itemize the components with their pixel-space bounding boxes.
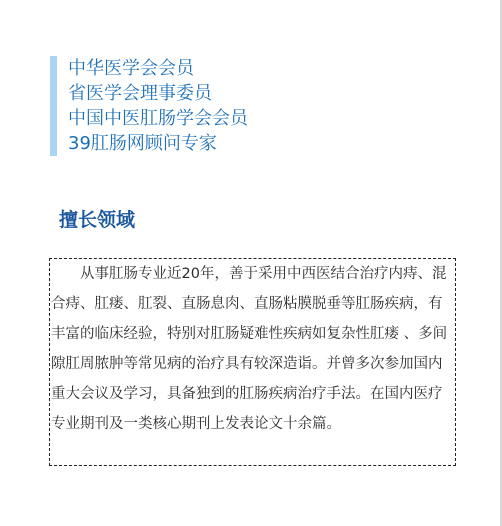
credentials-list — [50, 56, 450, 156]
specialty-description: 从事肛肠专业近20年，善于采用中西医结合治疗内痔、混合痔、肛瘘、肛裂、直肠息肉、直肠粘膜脱垂等肛肠疾病，有丰富的临床经验，特别对肛肠疑难性疾病如复杂性肛瘘 、多间隙肛周脓肿等常见病的治疗具有较深造诣。并曾多次参加国内重大会议及学习，具备独到的肛肠疾病治疗手法。在国内医疗专业期刊及一类核心期刊上发表论文十余篇。 — [51, 266, 448, 432]
credential-item: 中国中医肛肠学会会员 — [68, 108, 248, 129]
credential-item: 省医学会理事委员 — [68, 83, 212, 104]
credential-item: 中华医学会会员 — [68, 58, 194, 79]
specialty-heading: 擅长领域 — [59, 209, 136, 231]
specialty-box — [49, 258, 456, 466]
credential-item: 39肛肠网顾问专家 — [68, 133, 217, 154]
